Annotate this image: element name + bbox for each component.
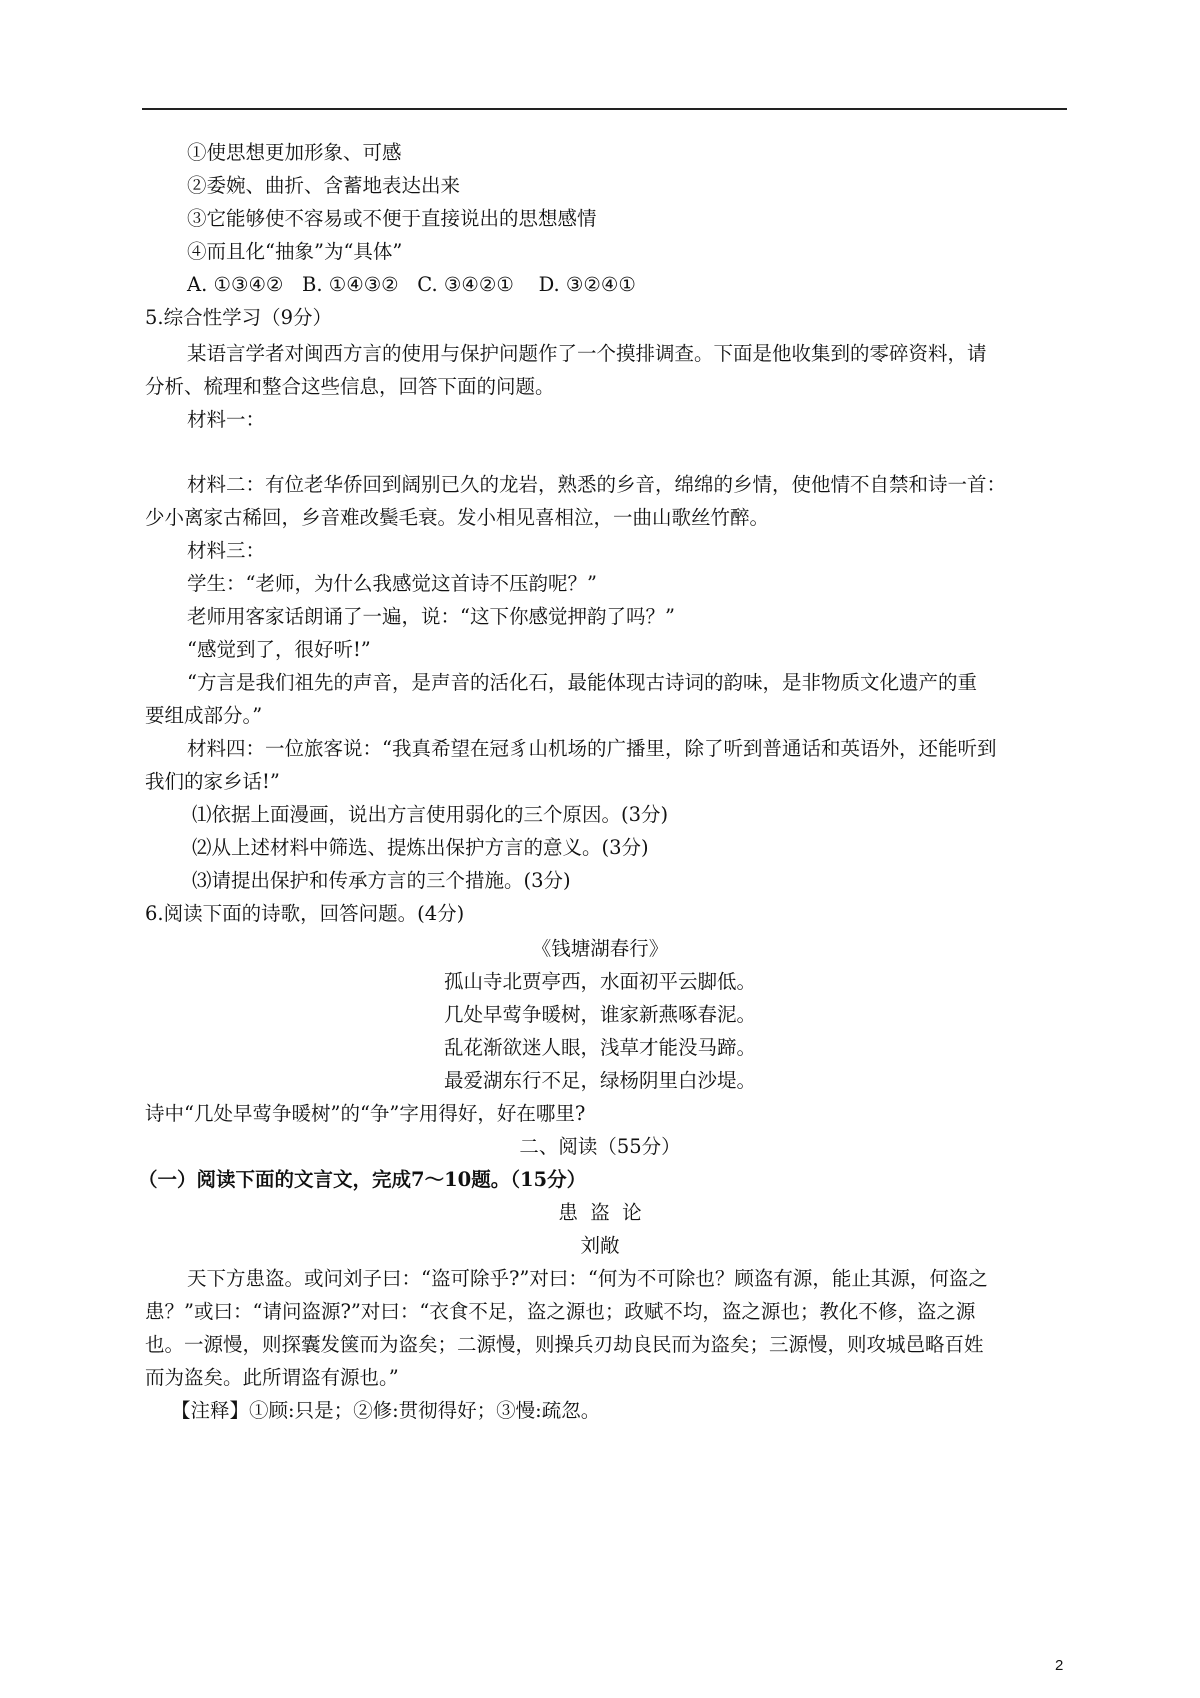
poem-line-1: 孤山寺北贾亭西，水面初平云脚低。 <box>443 970 756 993</box>
option-2: ②委婉、曲折、含蓄地表达出来 <box>187 174 461 197</box>
page-number: 2 <box>1055 1657 1064 1674</box>
section-2-heading: 二、阅读（55分） <box>519 1135 681 1158</box>
material-1: 材料一： <box>187 408 266 431</box>
option-1: ①使思想更加形象、可感 <box>187 141 402 164</box>
essay-line-1: 天下方患盗。或问刘子曰：“盗可除乎?”对曰：“何为不可除也？顾盗有源，能止其源，何盗之 <box>187 1267 988 1290</box>
q5-title: 5.综合性学习（9分） <box>145 306 333 329</box>
essay-title: 患 盗 论 <box>558 1201 642 1224</box>
option-4: ④而且化“抽象”为“具体” <box>187 240 403 263</box>
dialogue-3: “感觉到了，很好听!” <box>187 638 371 661</box>
material-4-a: 材料四：一位旅客说：“我真希望在冠豸山机场的广播里，除了听到普通话和英语外，还能听到 <box>187 737 997 760</box>
material-3: 材料三： <box>187 539 266 562</box>
poem-title: 《钱塘湖春行》 <box>531 937 669 960</box>
essay-line-4: 而为盗矣。此所谓盗有源也。” <box>145 1366 399 1389</box>
dialogue-1: 学生：“老师，为什么我感觉这首诗不压韵呢？” <box>187 572 597 595</box>
q5-intro-1: 某语言学者对闽西方言的使用与保护问题作了一个摸排调查。下面是他收集到的零碎资料，请 <box>187 342 987 365</box>
part-1-heading: （一）阅读下面的文言文，完成7～10题。（15分） <box>138 1168 587 1191</box>
material-4-b: 我们的家乡话!” <box>145 770 280 793</box>
material-2-a: 材料二：有位老华侨回到阔别已久的龙岩，熟悉的乡音，绵绵的乡情，使他情不自禁和诗一首： <box>187 473 1007 496</box>
sub-question-2: ⑵从上述材料中筛选、提炼出保护方言的意义。(3分) <box>192 836 649 859</box>
sub-question-1: ⑴依据上面漫画，说出方言使用弱化的三个原因。(3分) <box>192 803 669 826</box>
sub-question-3: ⑶请提出保护和传承方言的三个措施。(3分) <box>192 869 571 892</box>
dialogue-4-a: “方言是我们祖先的声音，是声音的活化石，最能体现古诗词的韵味，是非物质文化遗产的重 <box>187 671 977 694</box>
poem-line-4: 最爱湖东行不足，绿杨阴里白沙堤。 <box>443 1069 756 1092</box>
poem-line-3: 乱花渐欲迷人眼，浅草才能没马蹄。 <box>443 1036 756 1059</box>
answer-choices: A. ①③④② B. ①④③② C. ③④②① D. ③②④① <box>187 273 636 296</box>
essay-line-3: 也。一源慢，则探囊发箧而为盗矣；二源慢，则操兵刃劫良民而为盗矣；三源慢，则攻城邑略百姓 <box>145 1333 984 1356</box>
essay-line-2: 患？”或曰：“请问盗源?”对曰：“衣食不足，盗之源也；政赋不均，盗之源也；教化不修，盗之源 <box>145 1300 976 1323</box>
q6-title: 6.阅读下面的诗歌，回答问题。(4分) <box>145 902 465 925</box>
header-rule <box>142 108 1067 110</box>
material-2-b: 少小离家古稀回，乡音难改鬓毛衰。发小相见喜相泣，一曲山歌丝竹醉。 <box>145 506 770 529</box>
option-3: ③它能够使不容易或不便于直接说出的思想感情 <box>187 207 597 230</box>
poem-line-2: 几处早莺争暖树，谁家新燕啄春泥。 <box>443 1003 756 1026</box>
q5-intro-2: 分析、梳理和整合这些信息，回答下面的问题。 <box>145 375 555 398</box>
dialogue-2: 老师用客家话朗诵了一遍，说：“这下你感觉押韵了吗？” <box>187 605 675 628</box>
dialogue-4-b: 要组成部分。” <box>145 704 263 727</box>
essay-author: 刘敞 <box>580 1234 620 1257</box>
essay-notes: 【注释】①顾:只是；②修:贯彻得好；③慢:疏忽。 <box>171 1399 601 1422</box>
q6-question: 诗中“几处早莺争暖树”的“争”字用得好，好在哪里? <box>145 1102 586 1125</box>
